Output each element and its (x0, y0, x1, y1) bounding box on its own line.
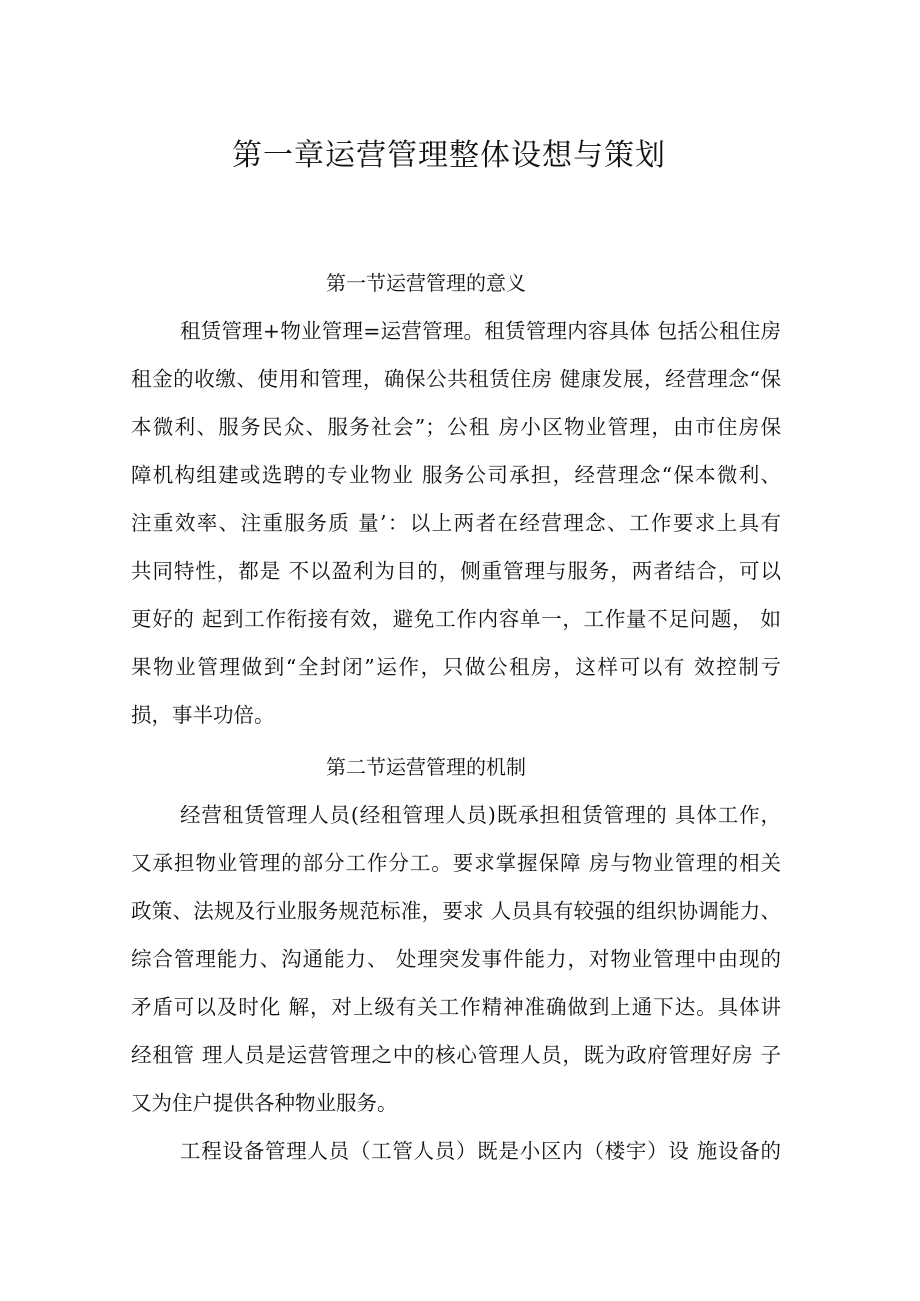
paragraph-line: 又为住户提供各种物业服务。 (131, 1091, 398, 1115)
chapter-title: 第一章运营管理整体设想与策划 (232, 138, 666, 173)
paragraph-line: 租赁管理+物业管理=运营管理。租赁管理内容具体 包括公租住房 (180, 319, 781, 343)
paragraph-line: 经营租赁管理人员(经租管理人员)既承担租赁管理的 具体工作， (180, 803, 781, 827)
section-heading-1: 第一节运营管理的意义 (326, 271, 526, 295)
paragraph-line: 租金的收缴、使用和管理，确保公共租赁住房 健康发展，经营理念“保 (131, 367, 781, 391)
paragraph-line: 综合管理能力、沟通能力、 处理突发事件能力，对物业管理中由现的 (131, 947, 781, 971)
paragraph-line: 果物业管理做到“全封闭”运作，只做公租房，这样可以有 效控制亏 (131, 655, 781, 679)
paragraph-line: 政策、法规及行业服务规范标准，要求 人员具有较强的组织协调能力、 (131, 899, 781, 923)
paragraph-line: 矛盾可以及时化 解，对上级有关工作精神准确做到上通下达。具体讲 (131, 995, 781, 1019)
paragraph-line: 损，事半功倍。 (131, 703, 275, 727)
section-heading-2: 第二节运营管理的机制 (326, 755, 526, 779)
paragraph-line: 又承担物业管理的部分工作分工。要求掌握保障 房与物业管理的相关 (131, 851, 781, 875)
paragraph-line: 障机构组建或选聘的专业物业 服务公司承担，经营理念“保本微利、 (131, 463, 781, 487)
paragraph-line: 经租管 理人员是运营管理之中的核心管理人员，既为政府管理好房 子 (131, 1043, 781, 1067)
paragraph-line: 本微利、服务民众、服务社会”；公租 房小区物业管理，由市住房保 (131, 415, 781, 439)
paragraph-line: 工程设备管理人员（工管人员）既是小区内（楼宇）设 施设备的 (180, 1139, 781, 1163)
paragraph-line: 更好的 起到工作衔接有效，避免工作内容单一，工作量不足问题， 如 (131, 607, 781, 631)
paragraph-line: 注重效率、注重服务质 量’：以上两者在经营理念、工作要求上具有 (131, 511, 781, 535)
paragraph-line: 共同特性，都是 不以盈利为目的，侧重管理与服务，两者结合，可以 (131, 559, 781, 583)
